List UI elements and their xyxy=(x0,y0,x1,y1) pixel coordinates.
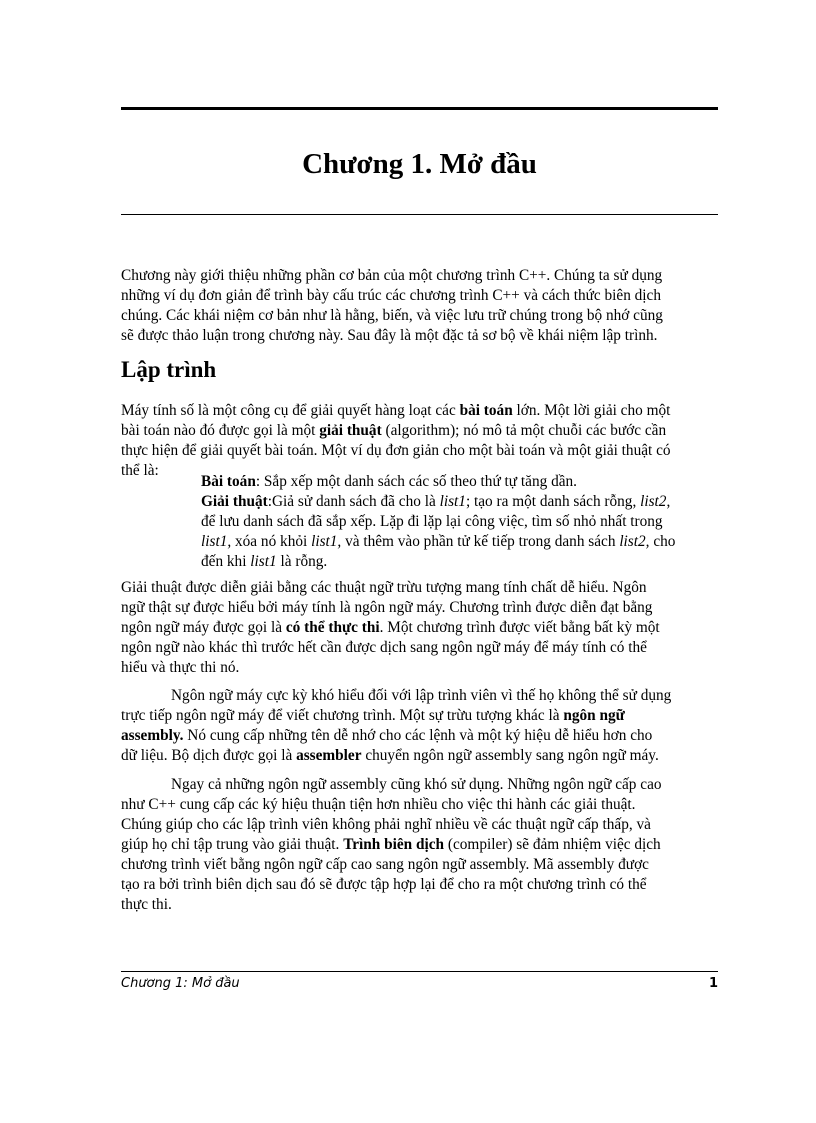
text-run: cho xyxy=(649,533,676,550)
text-run: chuyển ngôn ngữ assembly sang ngôn ngữ máy. xyxy=(361,747,659,764)
text-run: : Sắp xếp một danh sách các số theo thứ tự tăng dần. xyxy=(255,473,577,490)
paragraph-computers xyxy=(121,401,721,481)
text-line: hiểu và thực thi nó. xyxy=(121,659,240,676)
problem-line xyxy=(201,472,721,492)
text-run: (algorithm); nó mô tả một chuỗi các bước cần xyxy=(381,422,667,439)
text-line: chương trình viết bằng ngôn ngữ cấp cao sang ngôn ngữ assembly. Mã assembly được xyxy=(121,856,649,873)
algorithm-label: Giải thuật xyxy=(201,493,268,510)
footer-rule xyxy=(121,971,718,972)
bold-term: bài toán xyxy=(459,402,513,419)
text-line: Ngay cả những ngôn ngữ assembly cũng khó sử dụng. Những ngôn ngữ cấp cao xyxy=(171,776,662,793)
bold-term: ngôn ngữ xyxy=(563,707,625,724)
paragraph-assembly xyxy=(121,686,721,766)
paragraph-algorithm-language xyxy=(121,578,721,678)
text-line xyxy=(121,746,721,766)
intro-paragraph xyxy=(121,266,721,346)
text-line xyxy=(121,726,721,746)
algorithm-line xyxy=(201,532,721,552)
text-line: ngữ thật sự được hiểu bởi máy tính là ngôn ngữ máy. Chương trình được diễn đạt bằng xyxy=(121,599,653,616)
text-run: ngôn ngữ máy được gọi là xyxy=(121,619,286,636)
text-run: và thêm vào phần tử kế tiếp trong danh sách xyxy=(341,533,620,550)
paragraph-high-level xyxy=(121,775,721,915)
text-line: tạo ra bởi trình biên dịch sau đó sẽ được tập hợp lại để cho ra một chương trình có thể xyxy=(121,876,647,893)
bold-term: có thể thực thi xyxy=(285,619,380,636)
intro-line: sẽ được thảo luận trong chương này. Sau đây là một đặc tả sơ bộ về khái niệm lập trình. xyxy=(121,327,658,344)
text-line: Ngôn ngữ máy cực kỳ khó hiểu đối với lập trình viên vì thế họ không thể sử dụng xyxy=(171,687,672,704)
bold-term: Trình biên dịch xyxy=(343,836,445,853)
text-run: :Giả sử danh sách đã cho là xyxy=(267,493,440,510)
text-run: trực tiếp ngôn ngữ máy để viết chương trình. Một sự trừu tượng khác là xyxy=(121,707,564,724)
text-run: , xyxy=(666,493,671,510)
problem-label: Bài toán xyxy=(201,473,256,490)
text-run: đến khi xyxy=(201,553,251,570)
italic-term: list1 xyxy=(250,553,277,570)
text-run: (compiler) sẽ đảm nhiệm việc dịch xyxy=(444,836,661,853)
text-run: là rỗng. xyxy=(276,553,328,570)
text-run: dữ liệu. Bộ dịch được gọi là xyxy=(121,747,297,764)
page-number: 1 xyxy=(708,976,718,991)
section-heading: Lập trình xyxy=(121,357,217,382)
text-line: thực thi. xyxy=(121,896,172,913)
text-run: ; tạo ra một danh sách rỗng, xyxy=(465,493,641,510)
text-run: bài toán nào đó được gọi là một xyxy=(121,422,320,439)
algorithm-line xyxy=(201,552,721,572)
italic-term: list1, xyxy=(311,533,342,550)
text-line: Giải thuật được diễn giải bằng các thuật ngữ trừu tượng mang tính chất dễ hiểu. Ngôn xyxy=(121,579,647,596)
text-line: thể là: xyxy=(121,462,159,479)
text-line: ngôn ngữ nào khác thì trước hết cần được dịch sang ngôn ngữ máy để máy tính có thể xyxy=(121,639,647,656)
algorithm-line: để lưu danh sách đã sắp xếp. Lặp đi lặp lại công việc, tìm số nhỏ nhất trong xyxy=(201,513,663,530)
text-line xyxy=(121,401,721,421)
text-line xyxy=(121,835,721,855)
footer-chapter-label: Chương 1: Mở đầu xyxy=(121,976,240,991)
text-line: Chúng giúp cho các lập trình viên không phải nghĩ nhiều về các thuật ngữ cấp thấp, và xyxy=(121,816,651,833)
text-line xyxy=(121,618,721,638)
chapter-title: Chương 1. Mở đầu xyxy=(302,148,537,180)
text-run: Nó cung cấp những tên dễ nhớ cho các lệnh và một ký hiệu dễ hiểu hơn cho xyxy=(183,727,653,744)
bold-term: assembly. xyxy=(121,727,184,744)
title-top-rule xyxy=(121,107,718,110)
text-line xyxy=(121,706,721,726)
text-run: giúp họ chỉ tập trung vào giải thuật. xyxy=(121,836,344,853)
text-line: thực hiện để giải quyết bài toán. Một ví dụ đơn giản cho một bài toán và một giải thuật có xyxy=(121,442,671,459)
bold-term: giải thuật xyxy=(319,422,382,439)
text-run: . Một chương trình được viết bằng bất kỳ một xyxy=(379,619,660,636)
intro-line: chúng. Các khái niệm cơ bản như là hằng, biến, và việc lưu trữ chúng trong bộ nhớ cũng xyxy=(121,307,663,324)
text-line xyxy=(121,421,721,441)
intro-line: Chương này giới thiệu những phần cơ bản của một chương trình C++. Chúng ta sử dụng xyxy=(121,267,663,284)
bold-term: assembler xyxy=(296,747,362,764)
algorithm-line xyxy=(201,492,721,512)
italic-term: list1, xyxy=(201,533,232,550)
italic-term: list1 xyxy=(439,493,466,510)
italic-term: list2 xyxy=(640,493,667,510)
text-run: Máy tính số là một công cụ để giải quyết hàng loạt các xyxy=(121,402,460,419)
title-bottom-rule xyxy=(121,214,718,215)
example-block xyxy=(201,472,721,572)
text-run: lớn. Một lời giải cho một xyxy=(512,402,671,419)
text-line: như C++ cung cấp các ký hiệu thuận tiện hơn nhiều cho việc thi hành các giải thuật. xyxy=(121,796,636,813)
italic-term: list2, xyxy=(619,533,650,550)
intro-line: những ví dụ đơn giản để trình bày cấu trúc các chương trình C++ và cách thức biên dịch xyxy=(121,287,661,304)
text-run: xóa nó khỏi xyxy=(231,533,312,550)
